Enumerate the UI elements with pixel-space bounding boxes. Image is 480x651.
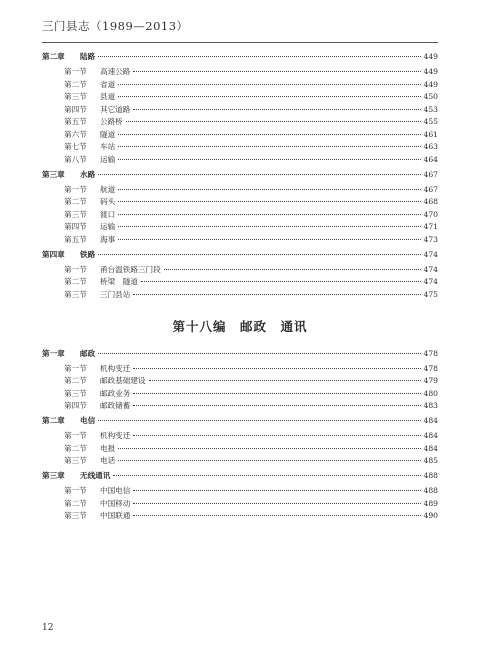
entry-title: 高速公路 <box>100 67 131 76</box>
toc-section-entry <box>42 197 438 207</box>
dot-leader <box>133 109 420 110</box>
dot-leader <box>118 214 420 215</box>
dot-leader <box>141 281 421 282</box>
toc-section-entry <box>42 401 438 411</box>
entry-title: 邮政 <box>80 348 96 358</box>
dot-leader <box>98 254 420 255</box>
entry-number: 第二节 <box>64 443 87 453</box>
entry-title: 机构变迁 <box>100 363 131 373</box>
entry-number: 第一节 <box>64 363 87 373</box>
dot-leader <box>133 435 420 436</box>
dot-leader <box>118 146 420 147</box>
entry-title: 甬台温铁路三门段 <box>100 264 161 274</box>
entry-title: 邮政储蓄 <box>100 401 131 410</box>
dot-leader <box>113 475 420 476</box>
dot-leader <box>149 380 421 381</box>
dot-leader <box>118 201 420 202</box>
entry-page: 483 <box>423 401 438 410</box>
entry-page: 475 <box>423 289 438 299</box>
toc-section-entry <box>42 105 438 115</box>
page-number: 12 <box>42 623 54 633</box>
entry-title: 中国移动 <box>100 498 131 508</box>
dot-leader <box>133 503 420 504</box>
entry-number: 第七节 <box>64 142 87 151</box>
entry-number: 第二节 <box>64 197 87 206</box>
toc-section-entry <box>42 277 438 287</box>
entry-title: 水路 <box>80 169 96 179</box>
entry-number: 第四节 <box>64 401 87 410</box>
dot-leader <box>118 448 420 449</box>
entry-title: 其它道路 <box>100 104 131 114</box>
dot-leader <box>98 56 420 57</box>
table-of-contents <box>42 52 438 524</box>
entry-title: 航道 <box>100 184 116 194</box>
entry-title: 机构变迁 <box>100 431 131 440</box>
toc-chapter-entry <box>42 52 438 62</box>
entry-page: 474 <box>423 277 438 286</box>
entry-page: 485 <box>423 456 438 465</box>
dot-leader <box>118 159 420 160</box>
entry-page: 467 <box>423 184 438 194</box>
toc-section-entry <box>42 67 438 77</box>
dot-leader <box>118 460 420 461</box>
toc-section-entry <box>42 130 438 140</box>
entry-page: 490 <box>423 511 438 520</box>
entry-number: 第五节 <box>64 234 87 244</box>
entry-title: 铁路 <box>80 249 96 259</box>
entry-number: 第四节 <box>64 222 87 231</box>
entry-page: 478 <box>423 348 438 358</box>
dot-leader <box>98 420 420 421</box>
entry-page: 449 <box>423 52 438 61</box>
entry-page: 478 <box>423 363 438 373</box>
toc-section-entry <box>42 235 438 245</box>
entry-number: 第一节 <box>64 67 87 76</box>
toc-chapter-entry <box>42 170 438 180</box>
entry-number: 第八节 <box>64 154 87 164</box>
entry-page: 467 <box>423 169 438 179</box>
entry-number: 第三节 <box>64 92 87 101</box>
dot-leader <box>164 269 421 270</box>
toc-chapter-entry <box>42 250 438 260</box>
entry-page: 468 <box>423 197 438 206</box>
entry-title: 海事 <box>100 234 116 244</box>
entry-number: 第二章 <box>42 52 65 61</box>
entry-title: 运输 <box>100 222 116 231</box>
toc-section-entry <box>42 92 438 102</box>
entry-title: 车站 <box>100 142 116 151</box>
entry-page: 484 <box>423 443 438 453</box>
toc-section-entry <box>42 431 438 441</box>
entry-number: 第一章 <box>42 348 65 358</box>
dot-leader <box>118 189 420 190</box>
part-title: 第十八编 邮政 通讯 <box>172 318 308 334</box>
entry-page: 473 <box>423 234 438 244</box>
header-rule <box>42 42 438 43</box>
dot-leader <box>133 393 420 394</box>
entry-number: 第三节 <box>64 388 87 398</box>
entry-page: 484 <box>423 431 438 440</box>
toc-section-entry <box>42 265 438 275</box>
dot-leader <box>133 490 420 491</box>
entry-page: 463 <box>423 142 438 151</box>
entry-number: 第三节 <box>64 511 87 520</box>
toc-chapter-entry <box>42 416 438 426</box>
dot-leader <box>98 174 420 175</box>
entry-number: 第二节 <box>64 79 87 89</box>
entry-number: 第五节 <box>64 117 87 126</box>
toc-chapter-entry <box>42 349 438 359</box>
entry-page: 488 <box>423 486 438 495</box>
toc-section-entry <box>42 376 438 386</box>
entry-page: 489 <box>423 498 438 508</box>
entry-page: 449 <box>423 79 438 89</box>
entry-title: 邮政业务 <box>100 388 131 398</box>
entry-title: 电信 <box>80 416 96 425</box>
entry-page: 480 <box>423 388 438 398</box>
dot-leader <box>118 96 420 97</box>
entry-number: 第三节 <box>64 209 87 219</box>
dot-leader <box>133 294 420 295</box>
toc-section-entry <box>42 444 438 454</box>
entry-page: 471 <box>423 222 438 231</box>
entry-title: 电报 <box>100 443 116 453</box>
dot-leader <box>118 226 420 227</box>
entry-title: 县道 <box>100 92 116 101</box>
entry-title: 隧道 <box>100 129 116 139</box>
dot-leader <box>133 368 420 369</box>
toc-section-entry <box>42 290 438 300</box>
dot-leader <box>133 515 420 516</box>
toc-section-entry <box>42 486 438 496</box>
entry-title: 无线通讯 <box>80 471 111 480</box>
entry-number: 第四章 <box>42 249 65 259</box>
entry-title: 三门县站 <box>100 289 131 299</box>
toc-section-entry <box>42 155 438 165</box>
toc-section-entry <box>42 511 438 521</box>
running-header: 三门县志（1989—2013） <box>42 19 189 33</box>
toc-section-entry <box>42 222 438 232</box>
entry-title: 桥梁 隧道 <box>100 277 138 286</box>
entry-number: 第一节 <box>64 431 87 440</box>
entry-number: 第三节 <box>64 456 87 465</box>
entry-page: 474 <box>423 249 438 259</box>
toc-section-entry <box>42 364 438 374</box>
entry-number: 第二节 <box>64 277 87 286</box>
dot-leader <box>118 239 420 240</box>
entry-number: 第二章 <box>42 416 65 425</box>
entry-title: 渡口 <box>100 209 116 219</box>
entry-title: 陆路 <box>80 52 96 61</box>
dot-leader <box>98 353 420 354</box>
entry-number: 第四节 <box>64 104 87 114</box>
toc-chapter-entry <box>42 471 438 481</box>
entry-number: 第六节 <box>64 129 87 139</box>
entry-title: 省道 <box>100 79 116 89</box>
toc-section-entry <box>42 142 438 152</box>
entry-page: 449 <box>423 67 438 76</box>
toc-section-entry <box>42 185 438 195</box>
dot-leader <box>133 71 420 72</box>
toc-section-entry <box>42 80 438 90</box>
entry-number: 第三章 <box>42 169 65 179</box>
dot-leader <box>126 121 421 122</box>
entry-page: 453 <box>423 104 438 114</box>
toc-section-entry <box>42 389 438 399</box>
entry-title: 电话 <box>100 456 116 465</box>
entry-page: 455 <box>423 117 438 126</box>
entry-page: 488 <box>423 471 438 480</box>
entry-number: 第一节 <box>64 486 87 495</box>
entry-page: 479 <box>423 376 438 385</box>
entry-page: 450 <box>423 92 438 101</box>
entry-page: 461 <box>423 129 438 139</box>
toc-section-entry <box>42 210 438 220</box>
entry-page: 474 <box>423 264 438 274</box>
entry-title: 公路桥 <box>100 117 123 126</box>
entry-title: 中国联通 <box>100 511 131 520</box>
toc-section-entry <box>42 117 438 127</box>
entry-page: 470 <box>423 209 438 219</box>
entry-title: 运输 <box>100 154 116 164</box>
entry-number: 第一节 <box>64 184 87 194</box>
dot-leader <box>118 134 420 135</box>
toc-section-entry <box>42 456 438 466</box>
entry-number: 第三节 <box>64 289 87 299</box>
entry-number: 第二节 <box>64 498 87 508</box>
entry-title: 邮政基础建设 <box>100 376 146 385</box>
entry-number: 第二节 <box>64 376 87 385</box>
dot-leader <box>118 84 420 85</box>
dot-leader <box>133 405 420 406</box>
entry-number: 第三章 <box>42 471 65 480</box>
entry-page: 484 <box>423 416 438 425</box>
entry-number: 第一节 <box>64 264 87 274</box>
entry-title: 中国电信 <box>100 486 131 495</box>
toc-section-entry <box>42 499 438 509</box>
entry-title: 码头 <box>100 197 116 206</box>
entry-page: 464 <box>423 154 438 164</box>
